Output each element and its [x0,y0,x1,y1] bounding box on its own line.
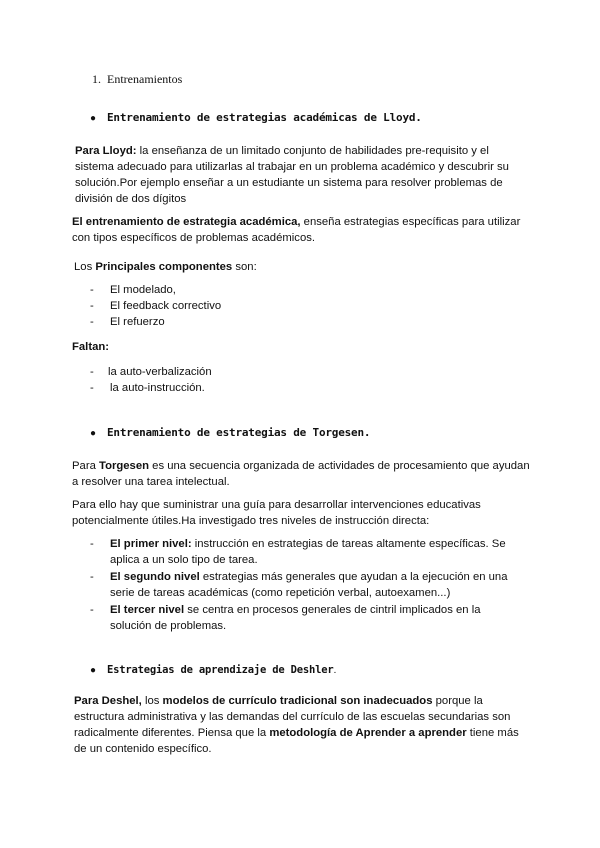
list-item [90,602,520,634]
term-level: El tercer nivel [110,604,185,616]
faltan-label [72,339,532,355]
text: se centra en procesos generales de cintril implicados en la solución de problemas. [110,604,481,632]
heading-text: Entrenamiento de estrategias de Torgesen. [107,426,371,439]
list-item: - El refuerzo [90,314,540,330]
text: tiene más de un contenido específico. [74,727,519,755]
paragraph-academic-strategy [72,214,532,246]
text: Los [74,261,96,273]
term-models: modelos de currículo tradicional son inadecuados [162,695,433,707]
paragraph-components [74,259,534,275]
paragraph-torgesen-guide: Para ello hay que suministrar una guía para desarrollar intervenciones educativas potencialmente útiles.Ha investigado tres niveles de instrucción directa: [72,499,481,527]
heading-text: Entrenamiento de estrategias académicas de Lloyd. [107,111,422,124]
term-torgesen: Torgesen [99,460,150,472]
bullet-icon: ● [90,665,96,676]
list-item: - El modelado, [90,282,540,298]
term-lloyd: Para Lloyd: [75,145,137,157]
heading-end: . [333,664,337,676]
term-level: El primer nivel: [110,538,192,550]
bullet-icon: ● [90,113,96,124]
components-list [90,282,540,330]
term-deshel: Para Deshel, [74,695,142,707]
term-methodology: metodología de Aprender a aprender [269,727,467,739]
list-item: - la auto-verbalización [90,364,540,380]
bullet-icon: ● [90,428,96,439]
term-faltan: Faltan: [72,341,110,353]
levels-list [90,536,520,634]
text: son: [232,261,257,273]
list-item: - la auto-instrucción. [90,380,540,396]
paragraph-deshler [74,693,532,757]
term-level: El segundo nivel [110,571,200,583]
numbered-heading [92,71,552,87]
text: los [141,695,163,707]
section-heading-deshler [90,664,336,676]
text: Para [72,460,100,472]
text: instrucción en estrategias de tareas altamente específicas. Se aplica a un solo tipo de tarea. [110,538,506,566]
list-label: Entrenamientos [107,72,183,86]
heading-text: Estrategias de aprendizaje de Deshler [107,664,334,676]
list-item [90,536,520,568]
list-item [90,569,520,601]
section-heading-torgesen [90,426,370,439]
list-number: 1. [92,72,101,86]
list-item: - El feedback correctivo [90,298,540,314]
faltan-list [90,364,540,396]
paragraph-torgesen-definition [72,458,532,490]
text: estrategias más generales que ayudan a la ejecución en una serie de tareas académicas (como repetición verbal, autoexamen...) [110,571,508,599]
text: la enseñanza de un limitado conjunto de habilidades pre-requisito y el sistema adecuado para utilizarlas al trabajar en un problema académico y descubrir su solución.Por ejemplo enseñar a un estudiante un sistema para resolver problemas de división de dos dígitos [75,145,509,205]
text: porque la estructura administrativa y las demandas del currículo de las escuelas secundarias son radicalmente diferentes. Piensa que la [74,695,511,739]
section-heading-lloyd [90,111,422,124]
term-academic-strategy: El entrenamiento de estrategia académica, [72,216,301,228]
term-components: Principales componentes [95,261,233,273]
text: es una secuencia organizada de actividades de procesamiento que ayudan a resolver una tarea intelectual. [72,460,530,488]
paragraph-lloyd-definition [75,143,530,207]
text: enseña estrategias específicas para utilizar con tipos específicos de problemas académicos. [72,216,521,244]
